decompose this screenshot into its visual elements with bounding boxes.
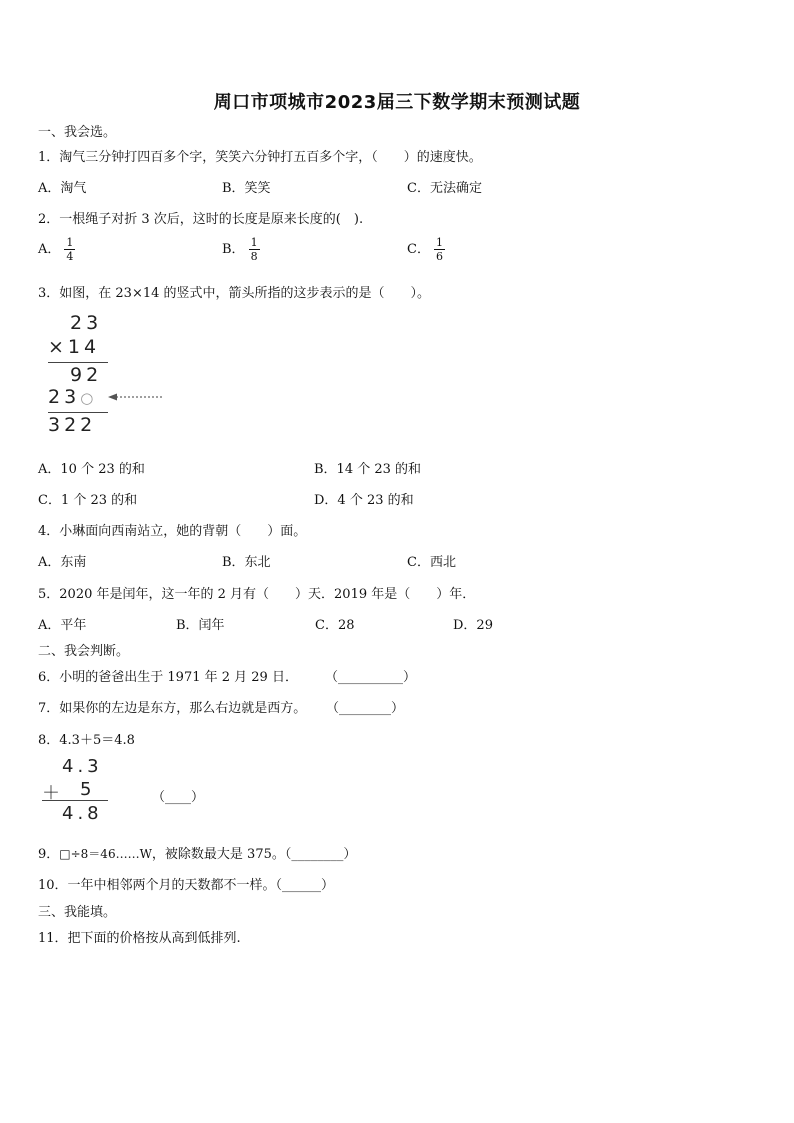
- question-3-option-c[interactable]: C．1 个 23 的和: [38, 493, 138, 508]
- question-4-option-b[interactable]: B．东北: [222, 555, 271, 570]
- question-3-option-b[interactable]: B．14 个 23 的和: [314, 462, 422, 477]
- section-heading-2: 二、我会判断。: [38, 644, 130, 659]
- partial-2-digits: 23: [48, 386, 81, 408]
- question-3-option-d[interactable]: D．4 个 23 的和: [314, 493, 414, 508]
- section-heading-1: 一、我会选。: [38, 125, 117, 140]
- question-5-option-b[interactable]: B．闰年: [176, 618, 225, 633]
- arrow-pointer-icon: [108, 392, 164, 402]
- fraction: [249, 236, 260, 263]
- question-1-option-c[interactable]: C．无法确定: [407, 181, 482, 196]
- fraction: [434, 236, 445, 263]
- calc-line-1: [48, 362, 108, 363]
- question-2-option-b[interactable]: [222, 236, 260, 263]
- question-8-text: 8．4.3＋5＝4.8: [38, 733, 135, 748]
- question-9-text: ，被除数最大是 375。: [151, 847, 285, 862]
- question-2-option-a[interactable]: [38, 236, 75, 263]
- question-2-option-c[interactable]: [407, 236, 445, 263]
- calc-row-multiplier: ×14: [48, 336, 101, 358]
- fraction-denominator: 8: [250, 250, 258, 263]
- question-9-expression: □÷8＝46……W: [59, 847, 152, 861]
- question-4-text: 4．小琳面向西南站立，她的背朝（ ）面。: [38, 524, 307, 539]
- question-1-option-b[interactable]: B．笑笑: [222, 181, 271, 196]
- option-label: C．: [407, 242, 430, 257]
- question-9-line: [38, 843, 356, 862]
- question-7-answer-blank[interactable]: （________）: [326, 701, 405, 716]
- question-1-option-a[interactable]: A．淘气: [38, 181, 87, 196]
- question-10-line: [38, 874, 334, 893]
- question-7-text: 7．如果你的左边是东方，那么右边就是西方。: [38, 701, 307, 716]
- addition-row-1: 4.3: [62, 756, 103, 777]
- question-3-text: 3．如图，在 23×14 的竖式中，箭头所指的这步表示的是（ ）。: [38, 286, 431, 301]
- blank-digit-placeholder: ○: [80, 389, 98, 407]
- question-9-answer-blank[interactable]: （________）: [284, 847, 357, 862]
- fraction-numerator: 1: [66, 236, 74, 249]
- question-6-answer-blank[interactable]: （__________）: [325, 670, 417, 685]
- option-label: B．: [222, 242, 245, 257]
- calc-row-partial-1: 92: [70, 364, 103, 386]
- question-6-text: 6．小明的爸爸出生于 1971 年 2 月 29 日．: [38, 670, 298, 685]
- fraction-denominator: 6: [435, 250, 443, 263]
- question-10-text: 10．一年中相邻两个月的天数都不一样。: [38, 878, 276, 893]
- fraction-numerator: 1: [435, 236, 443, 249]
- question-9-number: 9．: [38, 847, 60, 862]
- question-5-option-d[interactable]: D．29: [453, 618, 493, 633]
- addition-line: [42, 800, 108, 801]
- question-2-text: 2．一根绳子对折 3 次后，这时的长度是原来长度的( ).: [38, 212, 364, 227]
- fraction-denominator: 4: [66, 250, 74, 263]
- question-3-option-a[interactable]: A．10 个 23 的和: [38, 462, 145, 477]
- question-4-option-a[interactable]: A．东南: [38, 555, 87, 570]
- question-5-option-c[interactable]: C．28: [315, 618, 355, 633]
- question-1-text: 1．淘气三分钟打四百多个字，笑笑六分钟打五百多个字，（ ）的速度快。: [38, 150, 482, 165]
- calc-row-partial-2: [48, 386, 97, 408]
- addition-result: 4.8: [62, 803, 103, 824]
- addition-row-2: 5: [80, 779, 96, 800]
- question-4-option-c[interactable]: C．西北: [407, 555, 456, 570]
- fraction-numerator: 1: [250, 236, 258, 249]
- page-title: 周口市项城市2023届三下数学期末预测试题: [213, 92, 581, 113]
- question-8-answer-blank[interactable]: （____）: [152, 790, 205, 805]
- question-5-option-a[interactable]: A．平年: [38, 618, 87, 633]
- question-5-text: 5．2020 年是闰年，这一年的 2 月有（ ）天．2019 年是（ ）年．: [38, 587, 476, 602]
- calc-line-2: [48, 412, 108, 413]
- question-11-text: 11．把下面的价格按从高到低排列.: [38, 931, 241, 946]
- fraction: [64, 236, 75, 263]
- addition-plus-sign: ＋: [42, 783, 64, 804]
- calc-row-multiplicand: 23: [70, 312, 103, 334]
- question-10-answer-blank[interactable]: （______）: [275, 878, 335, 893]
- section-heading-3: 三、我能填。: [38, 905, 117, 920]
- option-label: A．: [38, 242, 61, 257]
- calc-row-product: 322: [48, 414, 97, 436]
